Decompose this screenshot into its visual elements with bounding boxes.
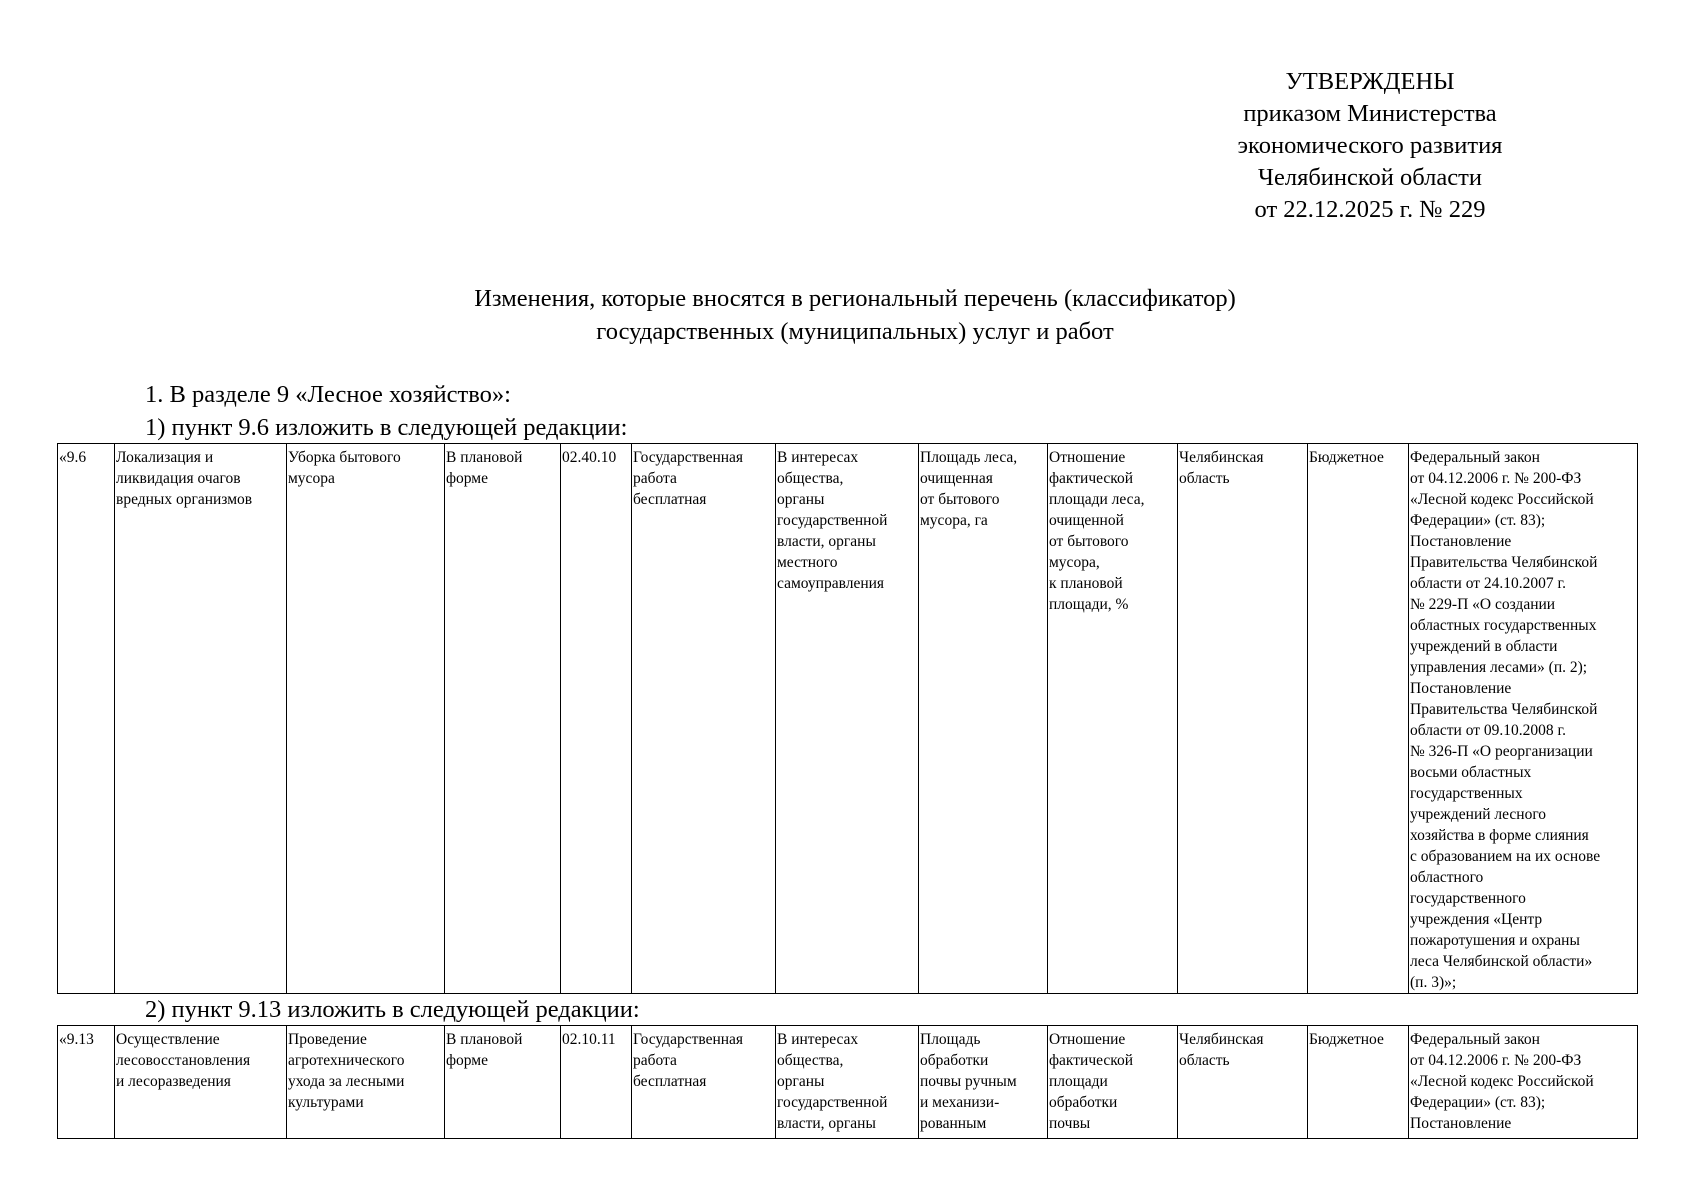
cell-text-line: область <box>1179 1052 1230 1069</box>
cell-text-line: № 326-П «О реорганизации <box>1410 743 1593 760</box>
cell-text-line: общества, <box>777 470 844 487</box>
approval-line: от 22.12.2025 г. № 229 <box>1254 196 1486 223</box>
cell-text-line: органы <box>777 1073 825 1090</box>
cell-text-line: № 229-П «О создании <box>1410 596 1556 613</box>
table-item-9-13 <box>57 1025 1638 1139</box>
cell-legal-basis <box>1409 444 1638 994</box>
cell-text-line: работа <box>633 1052 677 1069</box>
cell-text-line: органы <box>777 491 825 508</box>
cell-okved: 02.40.10 <box>561 444 632 994</box>
cell-text-line: форме <box>446 1052 488 1069</box>
cell-text-line: пожаротушения и охраны <box>1410 932 1580 949</box>
cell-text-line: Площадь леса, <box>920 449 1018 466</box>
cell-text-line: областных государственных <box>1410 617 1597 634</box>
cell-text-line: Постановление <box>1410 533 1512 550</box>
cell-text-line: и лесоразведения <box>116 1073 231 1090</box>
cell-text-line: власти, органы <box>777 533 876 550</box>
cell-text-line: от 04.12.2006 г. № 200-ФЗ <box>1410 470 1582 487</box>
cell-text-line: государственных <box>1410 785 1523 802</box>
cell-region <box>1178 444 1308 994</box>
cell-text-line: форме <box>446 470 488 487</box>
cell-text-line: Государственная <box>633 449 744 466</box>
cell-text-line: площади леса, <box>1049 491 1145 508</box>
cell-text-line: Постановление <box>1410 1115 1512 1132</box>
item-1-heading: 1) пункт 9.6 изложить в следующей редакции: <box>145 414 628 441</box>
cell-quality-indicator <box>1048 444 1178 994</box>
cell-text-line: Челябинская <box>1179 449 1264 466</box>
cell-text-line: Проведение <box>288 1031 367 1048</box>
cell-code: «9.13 <box>58 1026 115 1139</box>
cell-text-line: почвы <box>1049 1115 1091 1132</box>
approval-line: приказом Министерства <box>1243 100 1497 127</box>
cell-code: «9.6 <box>58 444 115 994</box>
cell-text-line: леса Челябинской области» <box>1410 953 1593 970</box>
cell-activity <box>115 444 287 994</box>
approval-line: экономического развития <box>1237 132 1503 159</box>
cell-text-line: Осуществление <box>116 1031 220 1048</box>
cell-text-line: лесовосстановления <box>116 1052 251 1069</box>
cell-text-line: и механизи- <box>920 1094 1000 1111</box>
cell-text-line: учреждений в области <box>1410 638 1558 655</box>
cell-text-line: Федеральный закон <box>1410 1031 1540 1048</box>
cell-volume-indicator <box>919 444 1048 994</box>
cell-text-line: Правительства Челябинской <box>1410 701 1598 718</box>
cell-text-line: культурами <box>288 1094 364 1111</box>
cell-text-line: Отношение <box>1049 449 1126 466</box>
cell-text-line: Федеральный закон <box>1410 449 1540 466</box>
cell-text-line: к плановой <box>1049 575 1123 592</box>
cell-funding: Бюджетное <box>1308 444 1409 994</box>
cell-content <box>287 1026 445 1139</box>
cell-text-line: хозяйства в форме слияния <box>1410 827 1589 844</box>
cell-text-line: бесплатная <box>633 491 707 508</box>
cell-text-line: Площадь <box>920 1031 981 1048</box>
cell-text-line: очищенная <box>920 470 993 487</box>
cell-text-line: мусора, га <box>920 512 988 529</box>
cell-text-line: бесплатная <box>633 1073 707 1090</box>
approval-stamp <box>1160 66 1580 226</box>
cell-text-line: «Лесной кодекс Российской <box>1410 1073 1594 1090</box>
cell-text-line: работа <box>633 470 677 487</box>
cell-text-line: В плановой <box>446 1031 523 1048</box>
cell-text-line: почвы ручным <box>920 1073 1017 1090</box>
cell-text-line: Федерации» (ст. 83); <box>1410 1094 1546 1111</box>
cell-text-line: Уборка бытового <box>288 449 401 466</box>
cell-text-line: Локализация и <box>116 449 214 466</box>
cell-text-line: мусора, <box>1049 554 1100 571</box>
cell-text-line: фактической <box>1049 470 1134 487</box>
cell-text-line: очищенной <box>1049 512 1124 529</box>
cell-text-line: с образованием на их основе <box>1410 848 1601 865</box>
table-row <box>58 1026 1638 1139</box>
cell-text-line: от бытового <box>1049 533 1129 550</box>
cell-consumers <box>776 444 919 994</box>
section-heading: 1. В разделе 9 «Лесное хозяйство»: <box>145 381 511 408</box>
table-row <box>58 444 1638 994</box>
cell-text-line: мусора <box>288 470 335 487</box>
item-2-heading: 2) пункт 9.13 изложить в следующей редакции: <box>145 996 640 1023</box>
cell-okved: 02.10.11 <box>561 1026 632 1139</box>
cell-text-line: власти, органы <box>777 1115 876 1132</box>
cell-text-line: площади <box>1049 1073 1108 1090</box>
cell-text-line: В интересах <box>777 1031 859 1048</box>
cell-text-line: учреждений лесного <box>1410 806 1547 823</box>
cell-text-line: «Лесной кодекс Российской <box>1410 491 1594 508</box>
cell-legal-basis <box>1409 1026 1638 1139</box>
cell-text-line: области от 09.10.2008 г. <box>1410 722 1566 739</box>
cell-text-line: области от 24.10.2007 г. <box>1410 575 1566 592</box>
cell-content <box>287 444 445 994</box>
cell-region <box>1178 1026 1308 1139</box>
cell-text-line: Отношение <box>1049 1031 1126 1048</box>
cell-funding: Бюджетное <box>1308 1026 1409 1139</box>
cell-text-line: агротехнического <box>288 1052 405 1069</box>
cell-text-line: вредных организмов <box>116 491 253 508</box>
cell-type <box>632 444 776 994</box>
cell-quality-indicator <box>1048 1026 1178 1139</box>
cell-text-line: управления лесами» (п. 2); <box>1410 659 1588 676</box>
cell-form <box>445 1026 561 1139</box>
cell-text-line: Федерации» (ст. 83); <box>1410 512 1546 529</box>
cell-text-line: ликвидация очагов <box>116 470 241 487</box>
title-line: государственных (муниципальных) услуг и работ <box>596 318 1114 345</box>
cell-text-line: рованным <box>920 1115 987 1132</box>
cell-text-line: В плановой <box>446 449 523 466</box>
approval-line: Челябинской области <box>1258 164 1482 191</box>
cell-text-line: от 04.12.2006 г. № 200-ФЗ <box>1410 1052 1582 1069</box>
cell-activity <box>115 1026 287 1139</box>
title-line: Изменения, которые вносятся в региональный перечень (классификатор) <box>474 285 1236 312</box>
cell-text-line: площади, % <box>1049 596 1129 613</box>
cell-text-line: В интересах <box>777 449 859 466</box>
cell-text-line: обработки <box>920 1052 989 1069</box>
cell-form <box>445 444 561 994</box>
cell-text-line: государственной <box>777 1094 888 1111</box>
cell-text-line: общества, <box>777 1052 844 1069</box>
cell-text-line: учреждения «Центр <box>1410 911 1543 928</box>
cell-text-line: областного <box>1410 869 1484 886</box>
cell-consumers <box>776 1026 919 1139</box>
cell-text-line: фактической <box>1049 1052 1134 1069</box>
cell-text-line: (п. 3)»; <box>1410 974 1457 991</box>
approval-line: УТВЕРЖДЕНЫ <box>1285 68 1455 95</box>
cell-text-line: область <box>1179 470 1230 487</box>
cell-text-line: восьми областных <box>1410 764 1532 781</box>
cell-text-line: Постановление <box>1410 680 1512 697</box>
cell-text-line: государственной <box>777 512 888 529</box>
cell-text-line: государственного <box>1410 890 1526 907</box>
cell-text-line: Челябинская <box>1179 1031 1264 1048</box>
cell-text-line: Правительства Челябинской <box>1410 554 1598 571</box>
cell-text-line: от бытового <box>920 491 1000 508</box>
table-item-9-6 <box>57 443 1638 994</box>
cell-text-line: обработки <box>1049 1094 1118 1111</box>
cell-volume-indicator <box>919 1026 1048 1139</box>
cell-type <box>632 1026 776 1139</box>
document-title <box>200 282 1510 348</box>
cell-text-line: Государственная <box>633 1031 744 1048</box>
cell-text-line: самоуправления <box>777 575 885 592</box>
cell-text-line: местного <box>777 554 838 571</box>
cell-text-line: ухода за лесными <box>288 1073 405 1090</box>
